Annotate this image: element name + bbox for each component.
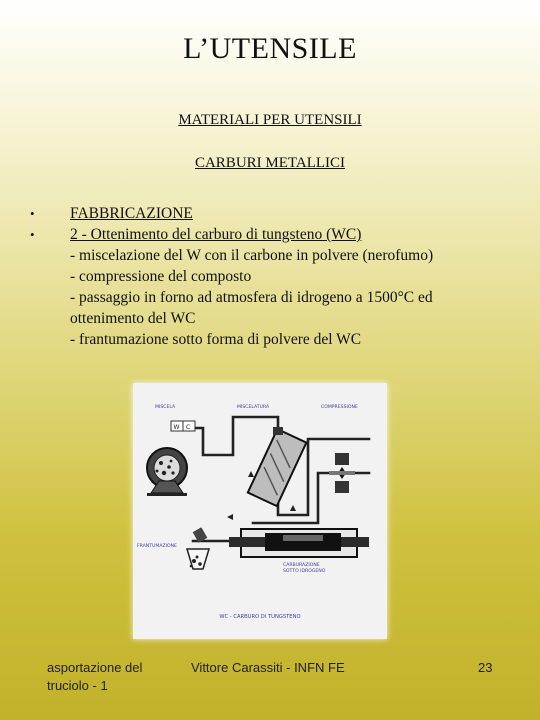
bullet-list [30,203,510,350]
step-line-forno: - passaggio in forno ad atmosfera di idrogeno a 1500°C ed ottenimento del WC [70,289,433,327]
footer-author: Vittore Carassiti - INFN FE [191,660,345,675]
bullet-item-fabbricazione [30,203,510,224]
section-subtitle: MATERIALI PER UTENSILI [178,112,362,128]
bullet-subheading: 2 - Ottenimento del carburo di tungsteno (WC) [70,226,362,243]
step-line-miscelazione: - miscelazione del W con il carbone in polvere (nerofumo) [70,247,434,264]
diagram-caption: WC - CARBURO DI TUNGSTENO [219,614,301,620]
footer-course-title: asportazione del truciolo - 1 [47,660,143,693]
label-carburazione: CARBURAZIONE [283,563,320,568]
press-icon [329,453,355,493]
bullet-dot: • [30,206,35,221]
mixer-vessel-icon [248,427,307,506]
bullet-heading: FABBRICAZIONE [70,205,193,222]
process-diagram [133,383,387,639]
mixing-drum-icon [147,448,187,496]
label-w: W [173,424,180,431]
process-diagram-svg [133,383,387,639]
label-sotto-idrogeno: SOTTO IDROGENO [283,569,326,574]
step-line-compressione: - compressione del composto [70,268,252,285]
bullet-item-ottenimento [30,224,510,245]
crusher-icon [187,527,209,569]
topic-subtitle: CARBURI METALLICI [194,155,346,171]
label-miscela: MISCELA [155,405,176,410]
furnace-icon [229,529,369,557]
label-miscelatura: MISCELATURA [237,405,270,410]
label-compressione: COMPRESSIONE [321,405,358,410]
step-line-frantumazione: - frantumazione sotto forma di polvere del WC [70,331,362,348]
label-c: C [186,424,191,431]
footer-page-number: 23 [478,660,493,675]
label-frantumazione: FRANTUMAZIONE [137,544,177,549]
bullet-dot: • [30,227,35,242]
slide-title: L’UTENSILE [183,32,357,65]
